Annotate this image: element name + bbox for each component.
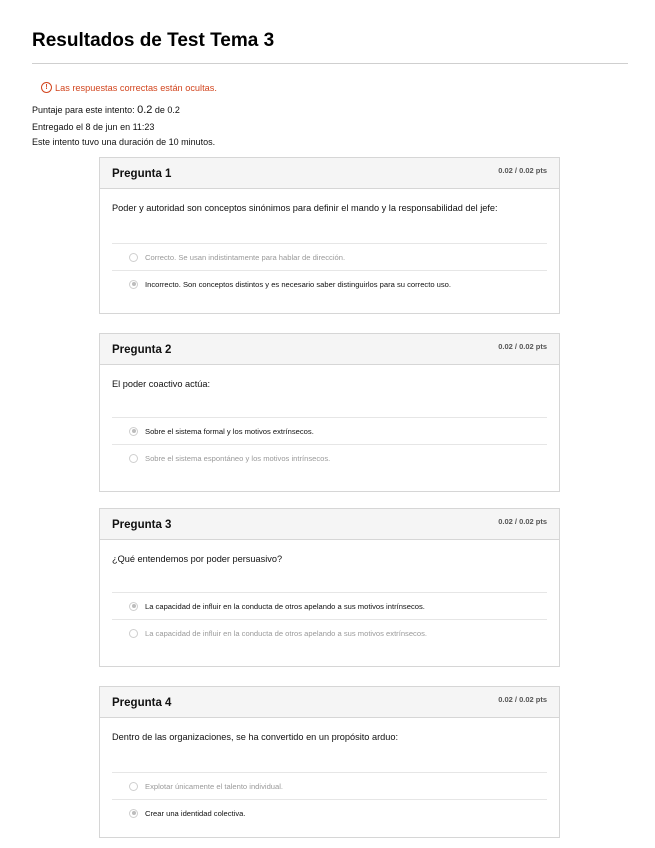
- answer-label: Explotar únicamente el talento individual.: [145, 781, 284, 791]
- answer-option: [112, 799, 547, 826]
- radio-icon: [129, 629, 138, 638]
- attempt-duration: Este intento tuvo una duración de 10 minutos.: [32, 137, 216, 147]
- radio-selected-icon: [129, 280, 138, 289]
- answer-label: Correcto. Se usan indistintamente para hablar de dirección.: [145, 252, 346, 262]
- question-points: 0.02 / 0.02 pts: [498, 517, 547, 526]
- question-card: [99, 508, 560, 667]
- question-points: 0.02 / 0.02 pts: [498, 342, 547, 351]
- page-title: Resultados de Test Tema 3: [32, 30, 275, 51]
- answer-label: La capacidad de influir en la conducta de otros apelando a sus motivos extrínsecos.: [145, 628, 427, 638]
- answer-label: Sobre el sistema espontáneo y los motivos intrínsecos.: [145, 453, 331, 463]
- answer-option: [112, 417, 547, 444]
- radio-selected-icon: [129, 809, 138, 818]
- hidden-answers-notice: [41, 82, 217, 93]
- answer-option: [112, 270, 547, 297]
- answer-label: Sobre el sistema formal y los motivos extrínsecos.: [145, 426, 314, 436]
- question-header: [100, 158, 559, 189]
- radio-selected-icon: [129, 427, 138, 436]
- question-title: Pregunta 2: [112, 344, 172, 356]
- answer-option: [112, 592, 547, 619]
- answer-option: [112, 444, 547, 471]
- answer-label: Incorrecto. Son conceptos distintos y es necesario saber distinguirlos para su correcto uso.: [145, 279, 452, 289]
- question-text: Poder y autoridad son conceptos sinónimos para definir el mando y la responsabilidad del jefe:: [112, 203, 498, 213]
- question-header: [100, 687, 559, 718]
- question-text: ¿Qué entendemos por poder persuasivo?: [112, 554, 283, 564]
- question-title: Pregunta 3: [112, 519, 172, 531]
- answer-label: Crear una identidad colectiva.: [145, 808, 246, 818]
- submitted-date: Entregado el 8 de jun en 11:23: [32, 122, 155, 132]
- question-header: [100, 334, 559, 365]
- question-points: 0.02 / 0.02 pts: [498, 166, 547, 175]
- score-value: 0.2: [137, 104, 153, 116]
- radio-icon: [129, 782, 138, 791]
- notice-text: Las respuestas correctas están ocultas.: [55, 82, 217, 93]
- question-title: Pregunta 4: [112, 697, 172, 709]
- question-card: [99, 686, 560, 838]
- warning-icon: !: [41, 82, 52, 93]
- radio-selected-icon: [129, 602, 138, 611]
- radio-icon: [129, 253, 138, 262]
- question-card: [99, 157, 560, 314]
- score-total: de 0.2: [154, 105, 180, 115]
- answer-option: [112, 772, 547, 799]
- question-text: Dentro de las organizaciones, se ha convertido en un propósito arduo:: [112, 732, 399, 742]
- score-label: Puntaje para este intento:: [32, 105, 135, 115]
- question-points: 0.02 / 0.02 pts: [498, 695, 547, 704]
- question-text: El poder coactivo actúa:: [112, 379, 211, 389]
- radio-icon: [129, 454, 138, 463]
- answer-option: [112, 619, 547, 646]
- answer-label: La capacidad de influir en la conducta de otros apelando a sus motivos intrínsecos.: [145, 601, 425, 611]
- title-divider: [32, 63, 628, 64]
- answer-option: [112, 243, 547, 270]
- question-header: [100, 509, 559, 540]
- score-line: [32, 104, 180, 116]
- question-title: Pregunta 1: [112, 168, 172, 180]
- question-card: [99, 333, 560, 492]
